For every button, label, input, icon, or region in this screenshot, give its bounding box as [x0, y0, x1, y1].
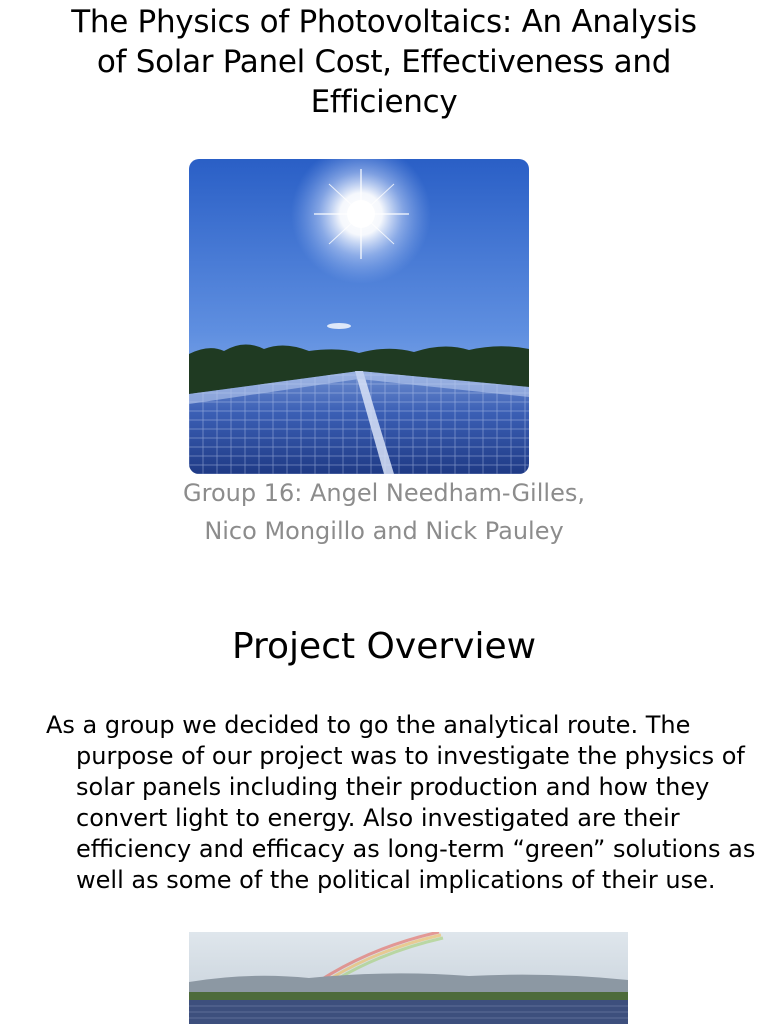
cloud — [327, 323, 351, 329]
section-title: Project Overview — [231, 626, 537, 667]
subtitle-line-2: Nico Mongillo and Nick Pauley — [204, 517, 564, 545]
overview-paragraph: As a group we decided to go the analytical route. The purpose of our project was to investigate the physics of solar panels including their production and how they convert light to energy. Also investigated are their efficiency and efficacy as long-term “green” solutions as well as some of the political implications of their use. — [46, 711, 756, 894]
sun — [347, 200, 375, 228]
subtitle-line-1: Group 16: Angel Needham-Gilles, — [183, 479, 585, 507]
hills — [189, 973, 628, 994]
solar-panels-sun-photo — [189, 159, 529, 474]
slide-title: The Physics of Photovoltaics: An Analysis of Solar Panel Cost, Effectiveness and Efficiency — [71, 4, 697, 120]
grass-strip — [189, 992, 628, 1000]
solar-field-rainbow-photo — [189, 932, 628, 1024]
authors-subtitle — [100, 474, 668, 550]
